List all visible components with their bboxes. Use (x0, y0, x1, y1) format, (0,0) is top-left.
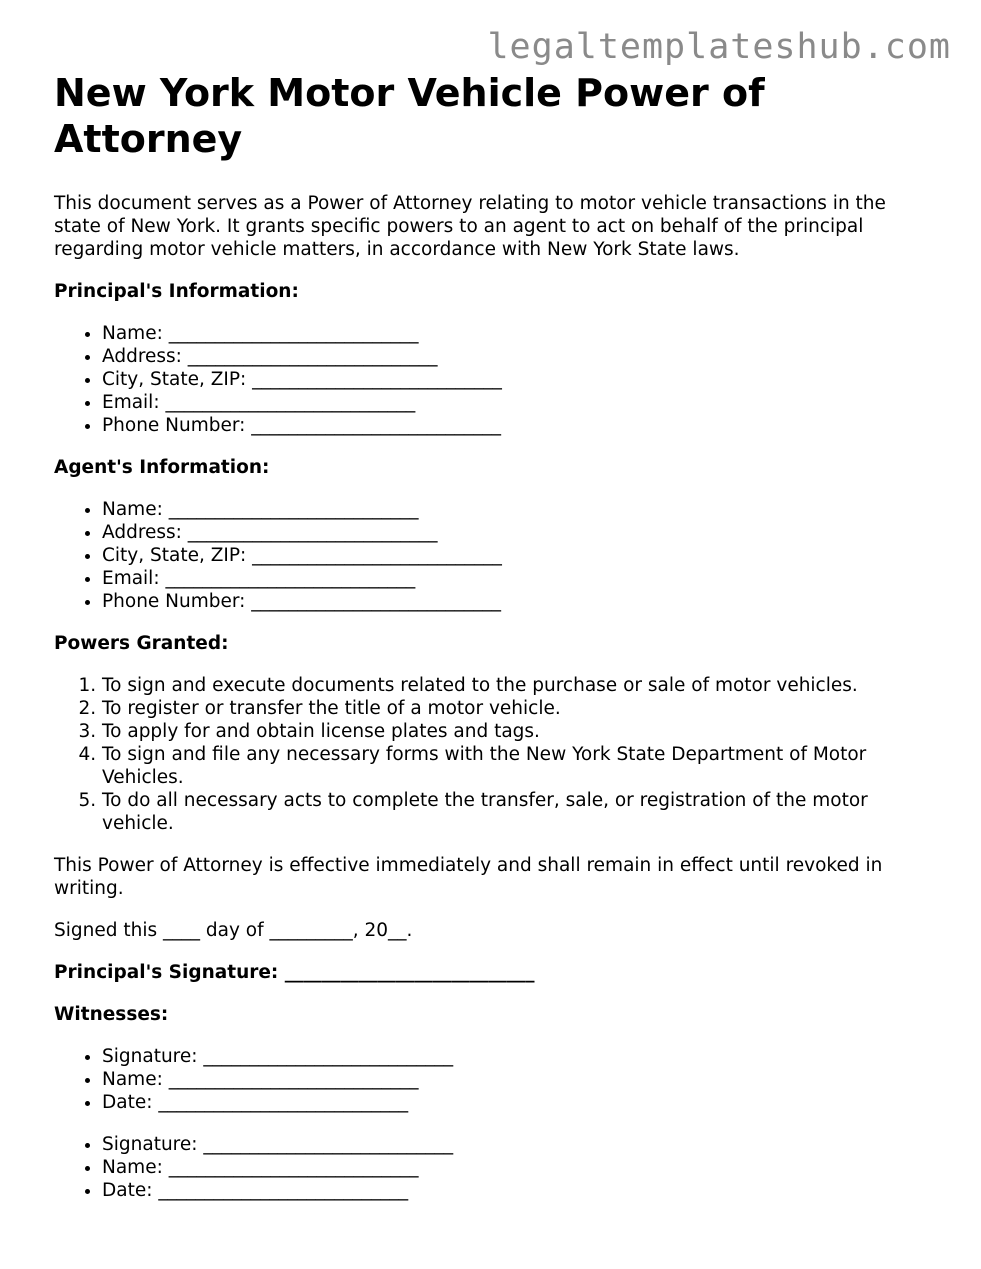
power-item: 5. To do all necessary acts to complete the transfer, sale, or registration of the motor vehicle. (102, 789, 934, 835)
power-item: 1. To sign and execute documents related to the purchase or sale of motor vehicles. (102, 674, 934, 697)
agent-phone-field[interactable]: • Phone Number: ___________________________ (102, 590, 934, 613)
powers-list (54, 674, 934, 835)
agent-address-field[interactable]: • Address: ___________________________ (102, 521, 934, 544)
agent-email-field[interactable]: • Email: ___________________________ (102, 567, 934, 590)
intro-paragraph: This document serves as a Power of Attorney relating to motor vehicle transactions in the state of New York. It grants specific powers to an agent to act on behalf of the principal regarding motor vehicle matters, in accordance with New York State laws. (54, 193, 886, 260)
witness-1-fields (54, 1045, 934, 1114)
watermark: legaltemplateshub.com (487, 27, 951, 67)
agent-city-state-zip-field[interactable]: • City, State, ZIP: ___________________________ (102, 544, 934, 567)
witness-name-field[interactable]: • Name: ___________________________ (102, 1068, 934, 1091)
agent-heading: Agent's Information: (54, 457, 270, 478)
principal-email-field[interactable]: • Email: ___________________________ (102, 391, 934, 414)
witnesses-heading: Witnesses: (54, 1004, 169, 1025)
principal-signature-line[interactable]: Principal's Signature: ___________________________ (54, 962, 535, 983)
witness-date-field[interactable]: • Date: ___________________________ (102, 1179, 934, 1202)
witness-name-field[interactable]: • Name: ___________________________ (102, 1156, 934, 1179)
power-item: 2. To register or transfer the title of a motor vehicle. (102, 697, 934, 720)
witness-signature-field[interactable]: • Signature: ___________________________ (102, 1133, 934, 1156)
signed-date-line[interactable]: Signed this ____ day of _________, 20__. (54, 920, 413, 941)
principal-heading: Principal's Information: (54, 281, 299, 302)
powers-heading: Powers Granted: (54, 633, 229, 654)
principal-fields (54, 322, 934, 437)
document-title: New York Motor Vehicle Power of Attorney (54, 71, 765, 161)
agent-fields (54, 498, 934, 613)
principal-name-field[interactable]: • Name: ___________________________ (102, 322, 934, 345)
witness-signature-field[interactable]: • Signature: ___________________________ (102, 1045, 934, 1068)
witness-2-fields (54, 1133, 934, 1202)
power-item: 4. To sign and file any necessary forms with the New York State Department of Motor Vehicles. (102, 743, 934, 789)
witness-date-field[interactable]: • Date: ___________________________ (102, 1091, 934, 1114)
effective-paragraph: This Power of Attorney is effective immediately and shall remain in effect until revoked in writing. (54, 855, 883, 899)
principal-city-state-zip-field[interactable]: • City, State, ZIP: ___________________________ (102, 368, 934, 391)
principal-phone-field[interactable]: • Phone Number: ___________________________ (102, 414, 934, 437)
power-item: 3. To apply for and obtain license plates and tags. (102, 720, 934, 743)
principal-address-field[interactable]: • Address: ___________________________ (102, 345, 934, 368)
document-page (54, 70, 934, 1221)
agent-name-field[interactable]: • Name: ___________________________ (102, 498, 934, 521)
